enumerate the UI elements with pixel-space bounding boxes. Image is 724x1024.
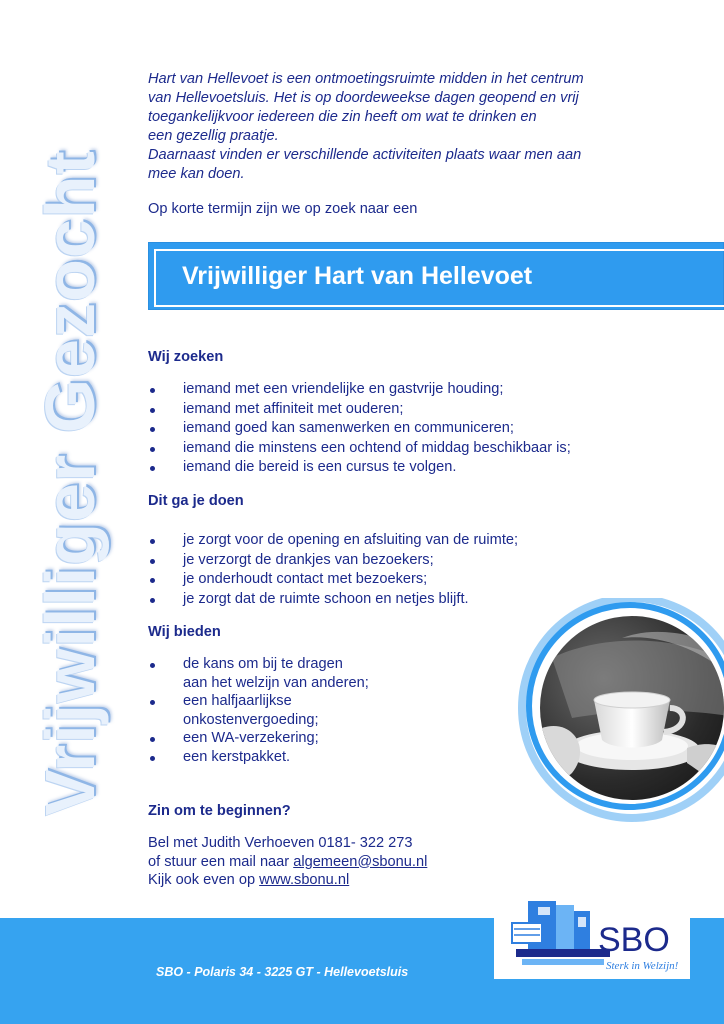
list-item: iemand goed kan samenwerken en communiceren; — [148, 419, 571, 439]
list-item — [148, 729, 369, 748]
title-banner — [148, 242, 724, 310]
list-item-line: een halfjaarlijkse — [183, 693, 292, 709]
intro-line: mee kan doen. — [148, 166, 245, 182]
contact-phone-line: Bel met Judith Verhoeven 0181- 322 273 — [148, 835, 413, 851]
section-heading-wij-bieden: Wij bieden — [148, 624, 221, 640]
list-item: je zorgt voor de opening en afsluiting van de ruimte; — [148, 531, 518, 551]
list-wij-zoeken — [148, 380, 571, 478]
contact-email-prefix: of stuur een mail naar — [148, 853, 294, 870]
list-item-line: aan het welzijn van anderen; — [183, 674, 369, 691]
list-item — [148, 748, 369, 767]
list-item: je zorgt dat de ruimte schoon en netjes blijft. — [148, 590, 518, 610]
list-item: iemand die bereid is een cursus te volgen. — [148, 458, 571, 478]
contact-web-prefix: Kijk ook even op — [148, 872, 260, 888]
intro-line: Daarnaast vinden er verschillende activiteiten plaats waar men aan — [148, 147, 582, 163]
list-item: iemand met een vriendelijke en gastvrije houding; — [148, 380, 571, 400]
section-heading-wij-zoeken: Wij zoeken — [148, 349, 224, 365]
intro-line: van Hellevoetsluis. Het is op doordeweekse dagen geopend en vrij — [148, 90, 579, 106]
sbo-logo-graphic — [494, 893, 690, 979]
list-item-line: een kerstpakket. — [183, 748, 291, 765]
list-item-line: de kans om bij te dragen — [183, 656, 343, 672]
coffee-cup-image — [512, 598, 724, 828]
contact-web-line — [148, 871, 427, 890]
side-title-text: Vrijwilliger Gezocht — [31, 150, 109, 816]
list-item — [148, 692, 369, 729]
footer-address: SBO - Polaris 34 - 3225 GT - Hellevoetsluis — [156, 965, 409, 979]
logo-tagline: Sterk in Welzijn! — [606, 960, 679, 972]
list-item-line: onkostenvergoeding; — [183, 711, 319, 728]
list-wij-bieden — [148, 655, 369, 766]
side-title — [30, 68, 110, 898]
list-item-line: een WA-verzekering; — [183, 730, 319, 746]
section-heading-zin-om-te-beginnen: Zin om te beginnen? — [148, 803, 291, 819]
intro-line: een gezellig praatje. — [148, 128, 279, 144]
email-link[interactable]: algemeen@sbonu.nl — [293, 853, 428, 870]
banner-title: Vrijwilliger Hart van Hellevoet — [182, 262, 533, 290]
logo-text: SBO — [598, 921, 670, 959]
lead-text: Op korte termijn zijn we op zoek naar een — [148, 201, 418, 217]
list-item — [148, 655, 369, 692]
list-item: je onderhoudt contact met bezoekers; — [148, 570, 518, 590]
contact-block — [148, 834, 427, 890]
intro-line: toegankelijkvoor iedereen die zin heeft om wat te drinken en — [148, 109, 537, 125]
section-heading-dit-ga-je-doen: Dit ga je doen — [148, 493, 244, 509]
list-item: iemand die minstens een ochtend of middag beschikbaar is; — [148, 439, 571, 459]
list-dit-ga-je-doen — [148, 531, 518, 609]
coffee-cup-photo — [512, 598, 724, 828]
intro-line: Hart van Hellevoet is een ontmoetingsruimte midden in het centrum — [148, 71, 584, 87]
sbo-logo — [494, 893, 690, 979]
list-item: iemand met affiniteit met ouderen; — [148, 400, 571, 420]
intro-paragraph — [148, 70, 688, 184]
contact-email-line — [148, 853, 427, 872]
list-item: je verzorgt de drankjes van bezoekers; — [148, 551, 518, 571]
website-link[interactable]: www.sbonu.nl — [259, 872, 350, 888]
